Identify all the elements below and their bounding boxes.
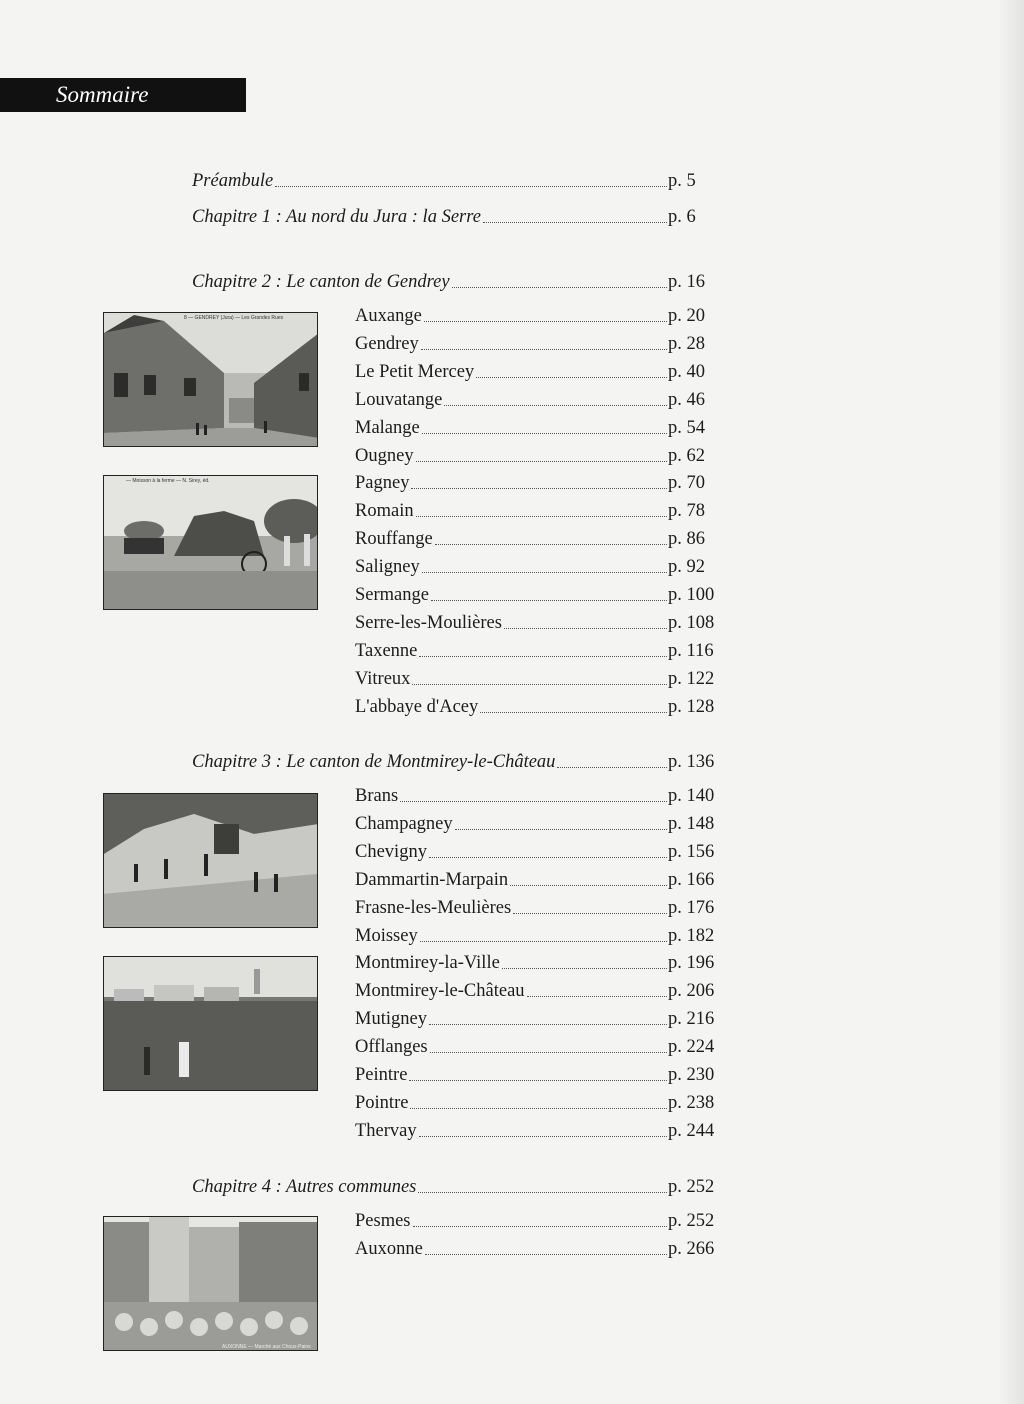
toc-entry-village[interactable] xyxy=(355,1236,720,1260)
toc-entry-chapter-3[interactable] xyxy=(192,749,720,773)
toc-label: Louvatange xyxy=(355,389,443,410)
leader-dots xyxy=(418,1192,667,1193)
toc-entry-village[interactable] xyxy=(355,1118,720,1142)
toc-page: p. 16 xyxy=(668,272,705,292)
toc-page: p. 86 xyxy=(668,529,705,550)
toc-label: Romain xyxy=(355,501,414,522)
toc-label: Auxange xyxy=(355,306,422,326)
leader-dots xyxy=(411,488,667,489)
toc-label: Thervay xyxy=(355,1120,417,1141)
toc-entry-village[interactable] xyxy=(355,638,720,662)
toc-label: Moissey xyxy=(355,925,418,946)
toc-label: Pagney xyxy=(355,473,410,494)
toc-entry-village[interactable] xyxy=(355,923,720,947)
leader-dots xyxy=(413,1226,668,1227)
leader-dots xyxy=(424,321,667,322)
leader-dots xyxy=(275,186,667,187)
toc-label: Pointre xyxy=(355,1092,409,1113)
photo-caption: 8 — GENDREY (Jura) — Les Grandes Rues xyxy=(184,315,284,321)
toc-entry-village[interactable] xyxy=(355,303,720,327)
leader-dots xyxy=(444,405,667,406)
toc-label: Auxonne xyxy=(355,1238,423,1259)
leader-dots xyxy=(483,222,667,223)
toc-label: Chevigny xyxy=(355,841,427,862)
toc-label: Saligney xyxy=(355,557,420,578)
toc-page: p. 54 xyxy=(668,417,705,438)
leader-dots xyxy=(452,287,667,288)
toc-page: p. 5 xyxy=(668,171,696,191)
toc-entry-village[interactable] xyxy=(355,1062,720,1086)
toc-entry-chapter-2[interactable] xyxy=(192,269,720,293)
leader-dots xyxy=(455,829,667,830)
leader-dots xyxy=(422,572,667,573)
toc-page: p. 148 xyxy=(668,813,715,834)
leader-dots xyxy=(527,996,667,997)
toc-entry-village[interactable] xyxy=(355,331,720,355)
toc-page: p. 196 xyxy=(668,953,715,974)
toc-entry-village[interactable] xyxy=(355,526,720,550)
toc-entry-village[interactable] xyxy=(355,498,720,522)
toc-label: Taxenne xyxy=(355,640,418,661)
leader-dots xyxy=(420,941,667,942)
toc-label: Le Petit Mercey xyxy=(355,361,475,382)
toc-page: p. 216 xyxy=(668,1009,715,1030)
leader-dots xyxy=(557,767,667,768)
toc-page: p. 266 xyxy=(668,1238,715,1259)
toc-page: p. 20 xyxy=(668,306,705,326)
toc-entry-village[interactable] xyxy=(355,950,720,974)
toc-page: p. 166 xyxy=(668,869,715,890)
toc-label: Ougney xyxy=(355,445,414,466)
toc-entry-village[interactable] xyxy=(355,694,720,718)
toc-entry-village[interactable] xyxy=(355,867,720,891)
toc-entry-village[interactable] xyxy=(355,415,720,439)
toc-page: p. 6 xyxy=(668,207,696,227)
toc-page: p. 136 xyxy=(668,752,715,772)
leader-dots xyxy=(419,656,667,657)
leader-dots xyxy=(416,516,667,517)
leader-dots xyxy=(430,1052,667,1053)
photo-harvest xyxy=(103,475,318,610)
toc-entry-village[interactable] xyxy=(355,1208,720,1232)
toc-page: p. 108 xyxy=(668,612,715,633)
toc-page: p. 238 xyxy=(668,1092,715,1113)
leader-dots xyxy=(435,544,667,545)
photo-quarry xyxy=(103,793,318,928)
toc-entry-chapter-1[interactable] xyxy=(192,204,720,228)
leader-dots xyxy=(425,1254,667,1255)
leader-dots xyxy=(410,1108,667,1109)
photo-caption: — Moisson à la ferme — N. Sirey, éd. xyxy=(126,478,210,484)
toc-entry-village[interactable] xyxy=(355,443,720,467)
toc-entry-village[interactable] xyxy=(355,610,720,634)
leader-dots xyxy=(412,684,667,685)
toc-page: p. 176 xyxy=(668,897,715,918)
photo-caption: AUXONNE — Marché aux Choux-Pains xyxy=(222,1344,311,1350)
toc-label: Rouffange xyxy=(355,529,433,550)
leader-dots xyxy=(510,885,667,886)
leader-dots xyxy=(419,1136,667,1137)
leader-dots xyxy=(504,628,667,629)
toc-entry-chapter-4[interactable] xyxy=(192,1174,720,1198)
toc-page: p. 206 xyxy=(668,981,715,1002)
toc-label: Chapitre 3 : Le canton de Montmirey-le-Château xyxy=(192,752,556,772)
photo-auxonne-market xyxy=(103,1216,318,1351)
toc-label: Gendrey xyxy=(355,333,419,354)
toc-label: Champagney xyxy=(355,813,453,834)
toc-entry-village[interactable] xyxy=(355,1090,720,1114)
leader-dots xyxy=(429,1024,667,1025)
toc-label: Malange xyxy=(355,417,420,438)
toc-page: p. 156 xyxy=(668,841,715,862)
toc-label: Montmirey-le-Château xyxy=(355,981,525,1002)
leader-dots xyxy=(502,968,667,969)
leader-dots xyxy=(431,600,667,601)
toc-entry-village[interactable] xyxy=(355,839,720,863)
toc-page: p. 100 xyxy=(668,585,715,605)
toc-entry-village[interactable] xyxy=(355,582,720,606)
toc-page: p. 182 xyxy=(668,925,715,946)
toc-label: Chapitre 1 : Au nord du Jura : la Serre xyxy=(192,207,481,227)
photo-gendrey-street xyxy=(103,312,318,447)
leader-dots xyxy=(409,1080,667,1081)
toc-label: Chapitre 4 : Autres communes xyxy=(192,1177,417,1197)
toc-label: Préambule xyxy=(192,171,274,191)
toc-entry-village[interactable] xyxy=(355,1034,720,1058)
toc-page: p. 230 xyxy=(668,1065,715,1085)
toc-label: Vitreux xyxy=(355,668,411,689)
leader-dots xyxy=(422,433,667,434)
toc-label: Frasne-les-Meulières xyxy=(355,897,512,918)
toc-page: p. 70 xyxy=(668,473,705,494)
page-title: Sommaire xyxy=(0,78,246,112)
leader-dots xyxy=(421,349,667,350)
toc-entry-village[interactable] xyxy=(355,783,720,807)
toc-page: p. 128 xyxy=(668,696,715,717)
toc-page: p. 116 xyxy=(668,640,714,661)
toc-label: Brans xyxy=(355,786,399,806)
toc-entry-village[interactable] xyxy=(355,895,720,919)
toc-entry-village[interactable] xyxy=(355,811,720,835)
toc-page: p. 244 xyxy=(668,1120,715,1141)
leader-dots xyxy=(416,461,667,462)
toc-page: p. 40 xyxy=(668,361,705,382)
toc-label: Offlanges xyxy=(355,1037,428,1058)
toc-page: p. 252 xyxy=(668,1211,715,1231)
toc-entry-village[interactable] xyxy=(355,554,720,578)
toc-page: p. 78 xyxy=(668,501,705,522)
toc-page: p. 46 xyxy=(668,389,705,410)
leader-dots xyxy=(480,712,667,713)
leader-dots xyxy=(400,801,667,802)
photo-village-view xyxy=(103,956,318,1091)
toc-entry-preamble[interactable] xyxy=(192,168,720,192)
toc-label: Dammartin-Marpain xyxy=(355,869,509,890)
toc-label: Mutigney xyxy=(355,1009,427,1030)
toc-entry-village[interactable] xyxy=(355,1006,720,1030)
toc-label: Sermange xyxy=(355,585,429,605)
toc-label: Pesmes xyxy=(355,1211,411,1231)
leader-dots xyxy=(513,913,667,914)
page-edge-shadow xyxy=(998,0,1024,1404)
toc-entry-village[interactable] xyxy=(355,387,720,411)
toc-entry-village[interactable] xyxy=(355,359,720,383)
leader-dots xyxy=(476,377,667,378)
toc-page: p. 252 xyxy=(668,1177,715,1197)
toc-label: Chapitre 2 : Le canton de Gendrey xyxy=(192,272,450,292)
toc-label: Montmirey-la-Ville xyxy=(355,953,500,974)
toc-entry-village[interactable] xyxy=(355,470,720,494)
toc-label: Peintre xyxy=(355,1065,408,1085)
toc-page: p. 140 xyxy=(668,786,715,806)
toc-page: p. 122 xyxy=(668,668,715,689)
toc-page: p. 92 xyxy=(668,557,705,578)
toc-entry-village[interactable] xyxy=(355,666,720,690)
toc-page: p. 224 xyxy=(668,1037,715,1058)
leader-dots xyxy=(429,857,667,858)
toc-label: L'abbaye d'Acey xyxy=(355,696,479,717)
toc-label: Serre-les-Moulières xyxy=(355,612,502,633)
toc-page: p. 62 xyxy=(668,445,705,466)
toc-page: p. 28 xyxy=(668,333,705,354)
toc-entry-village[interactable] xyxy=(355,978,720,1002)
